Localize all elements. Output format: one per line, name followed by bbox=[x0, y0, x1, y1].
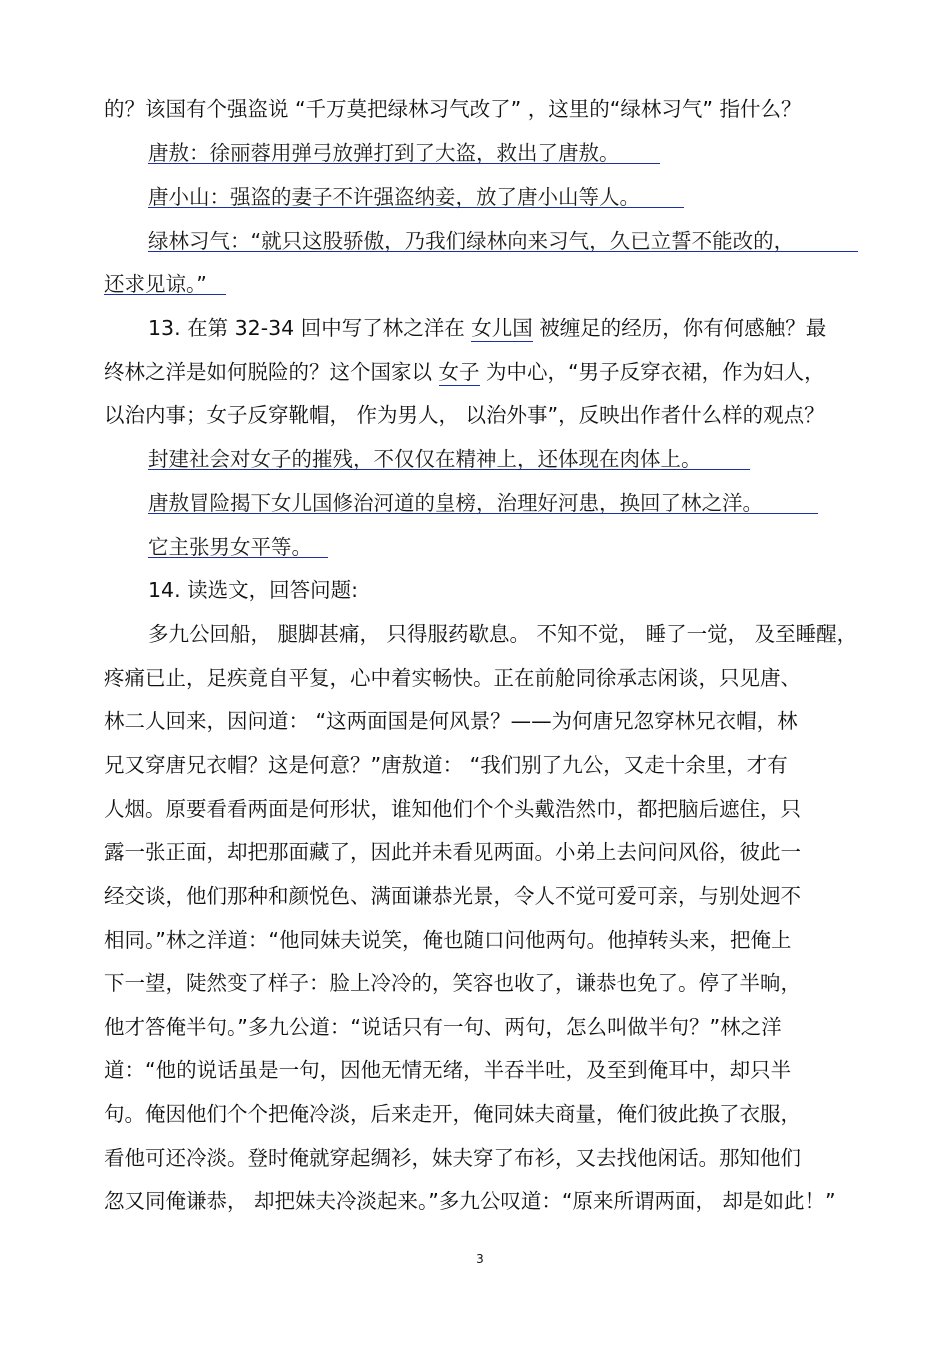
passage-line: 句。俺因他们个个把俺冷淡，后来走开，俺同妹夫商量，俺们彼此换了衣服， bbox=[104, 1102, 801, 1126]
question-13-text: 为中心，“男子反穿衣裙，作为妇人， bbox=[479, 360, 825, 384]
answer-underline bbox=[148, 163, 660, 164]
passage-line: 经交谈，他们那种和颜悦色、满面谦恭光景，令人不觉可爱可亲，与别处迥不 bbox=[104, 884, 801, 908]
question-13-text: 终林之洋是如何脱险的？这个国家以 bbox=[104, 360, 439, 384]
question-13-line1 bbox=[148, 316, 826, 340]
answer-underline bbox=[148, 513, 818, 514]
passage-line: 下一望，陡然变了样子：脸上冷冷的，笑容也收了，谦恭也免了。停了半晌， bbox=[104, 971, 801, 995]
answer-13-feeling: 封建社会对女子的摧残，不仅仅在精神上，还体现在肉体上。 bbox=[148, 447, 702, 471]
answer-lulin-xiqi: 绿林习气：“就只这股骄傲，乃我们绿林向来习气，久已立誓不能改的， bbox=[148, 229, 795, 253]
question-13-blank-center: 女子 bbox=[438, 360, 480, 384]
answer-underline bbox=[148, 207, 684, 208]
passage-line: 道：“他的说话虽是一句，因他无情无绪，半吞半吐，及至到俺耳中，却只半 bbox=[104, 1058, 792, 1082]
passage-line: 看他可还冷淡。登时俺就穿起绸衫，妹夫穿了布衫，又去找他闲话。那知他们 bbox=[104, 1146, 801, 1170]
passage-line: 疼痛已止，足疾竟自平复，心中着实畅快。正在前舱同徐承志闲谈，只见唐、 bbox=[104, 666, 801, 690]
answer-13-view: 它主张男女平等。 bbox=[148, 535, 312, 559]
answer-tang-ao: 唐敖：徐丽蓉用弹弓放弹打到了大盗，救出了唐敖。 bbox=[148, 141, 620, 165]
passage-line: 露一张正面，却把那面藏了，因此并未看见两面。小弟上去问问风俗，彼此一 bbox=[104, 840, 801, 864]
question-14-heading: 14. 读选文，回答问题: bbox=[148, 578, 359, 602]
question-13-text: 13. 在第 32-34 回中写了林之洋在 bbox=[148, 316, 472, 340]
answer-tang-xiaoshan: 唐小山：强盗的妻子不许强盗纳妾，放了唐小山等人。 bbox=[148, 185, 640, 209]
passage-line: 忽又同俺谦恭， 却把妹夫冷淡起来。”多九公叹道：“原来所谓两面， 却是如此！” bbox=[104, 1189, 836, 1213]
answer-13-escape: 唐敖冒险揭下女儿国修治河道的皇榜，治理好河患，换回了林之洋。 bbox=[148, 491, 763, 515]
passage-line: 相同。”林之洋道：“他同妹夫说笑，俺也随口问他两句。他掉转头来，把俺上 bbox=[104, 928, 792, 952]
answer-underline bbox=[148, 469, 750, 470]
question-13-line3: 以治内事；女子反穿靴帽， 作为男人， 以治外事”，反映出作者什么样的观点？ bbox=[104, 403, 825, 427]
answer-underline bbox=[148, 557, 328, 558]
passage-line: 兄又穿唐兄衣帽？这是何意？”唐敖道： “我们别了九公，又走十余里，才有 bbox=[104, 753, 788, 777]
page-number: 3 bbox=[476, 1252, 484, 1266]
passage-line: 林二人回来，因问道： “这两面国是何风景？——为何唐兄忽穿林兄衣帽，林 bbox=[104, 709, 798, 733]
answer-lulin-xiqi-cont: 还求见谅。” bbox=[104, 272, 207, 296]
passage-line: 他才答俺半句。”多九公道：“说话只有一句、两句，怎么叫做半句？”林之洋 bbox=[104, 1015, 782, 1039]
passage-line: 多九公回船， 腿脚甚痛， 只得服药歇息。 不知不觉， 睡了一觉， 及至睡醒， bbox=[148, 622, 858, 646]
question-13-line2 bbox=[104, 360, 825, 384]
question-13-text: 被缠足的经历，你有何感触？最 bbox=[532, 316, 827, 340]
question-13-blank-country: 女儿国 bbox=[471, 316, 533, 340]
passage-line: 人烟。原要看看两面是何形状，谁知他们个个头戴浩然巾，都把脑后遮住，只 bbox=[104, 797, 801, 821]
answer-underline bbox=[104, 294, 226, 295]
continuation-line: 的？该国有个强盗说 “千万莫把绿林习气改了” ，这里的“绿林习气” 指什么？ bbox=[104, 97, 802, 121]
answer-underline bbox=[148, 251, 858, 252]
